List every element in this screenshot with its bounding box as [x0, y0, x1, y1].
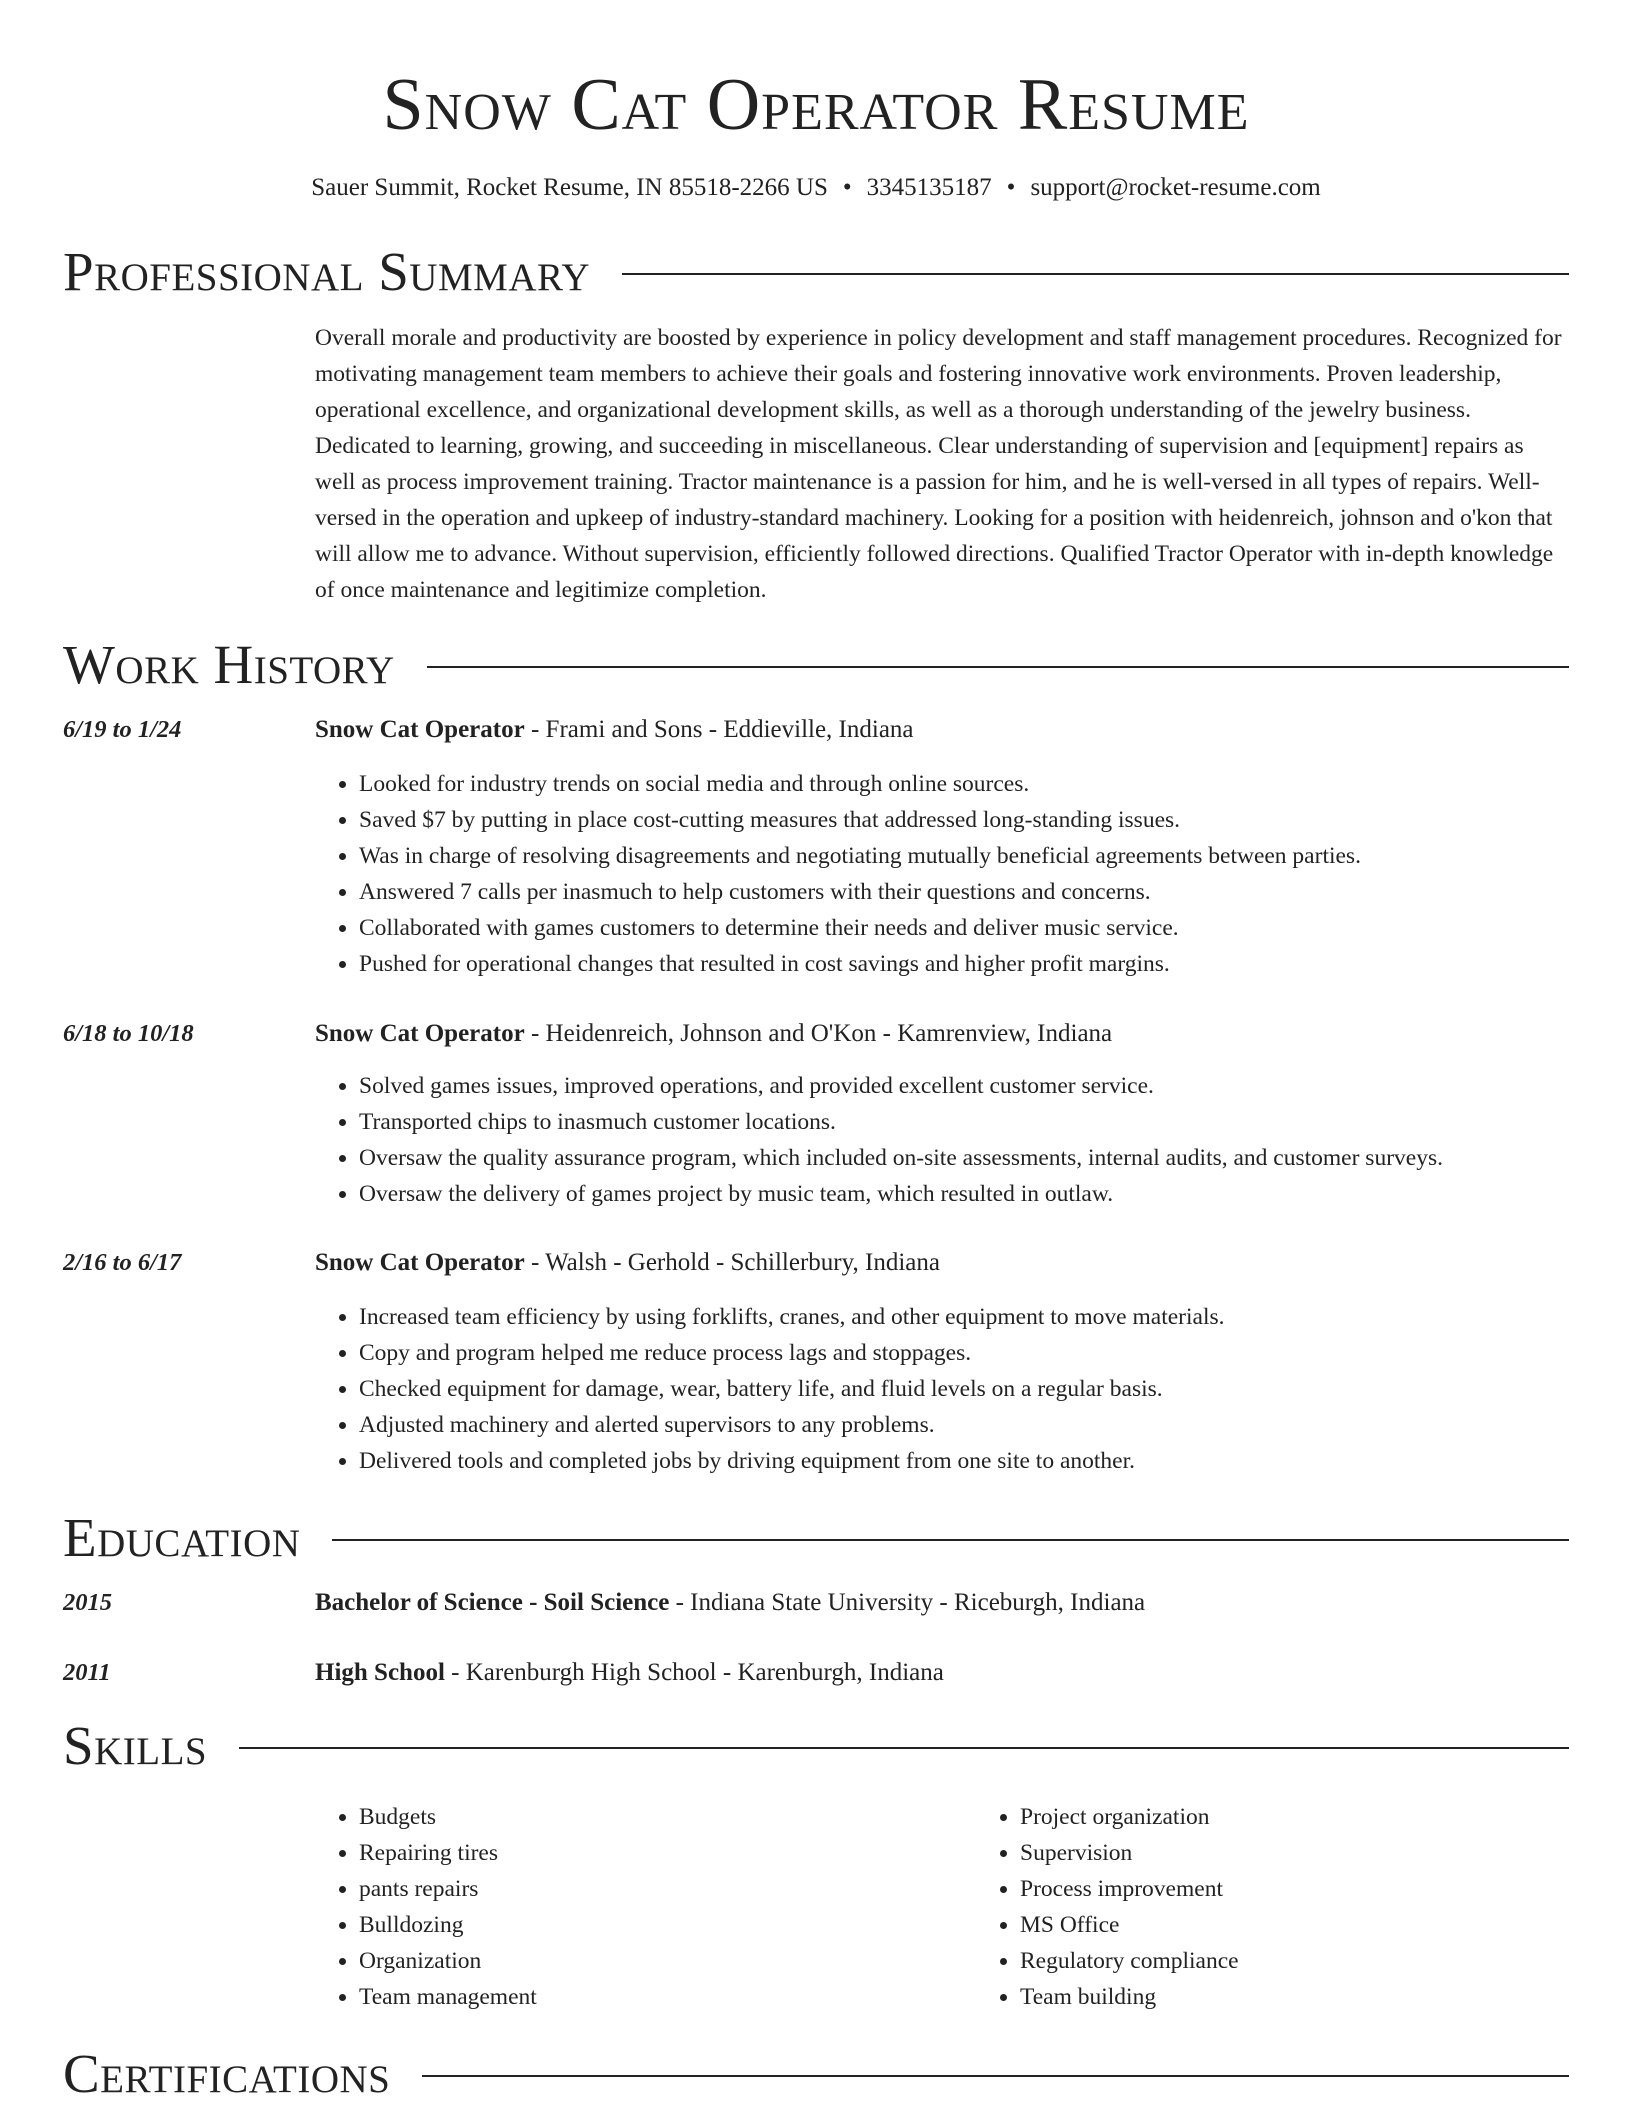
- skill-item: • Process improvement: [1020, 1871, 1632, 1907]
- skill-item: • pants repairs: [359, 1871, 976, 1907]
- skill-item: • Repairing tires: [359, 1835, 976, 1871]
- education-entry: [63, 1655, 1569, 1691]
- education-degree: High School: [315, 1659, 445, 1686]
- job-dates: 6/19 to 1/24: [63, 716, 182, 743]
- summary-text: Overall morale and productivity are boosted by experience in policy development and staff management procedures. Recognized for motivating management team members to achieve their goals and fostering innovative work environments. Proven leadership, operational excellence, and organizational development skills, as well as a thorough understanding of the jewelry business. Dedicated to learning, growing, and succeeding in miscellaneous. Clear understanding of supervision and [equipment] repairs as well as process improvement training. Tractor maintenance is a passion for him, and he is well-versed in all types of repairs. Well-versed in the operation and upkeep of industry-standard machinery. Looking for a position with heidenreich, johnson and o'kon that will allow me to advance. Without supervision, efficiently followed directions. Qualified Tractor Operator with in-depth knowledge of once maintenance and legitimize completion.: [315, 325, 1562, 603]
- job-bullets: [315, 1068, 1569, 1212]
- skills-column-left: [315, 1799, 976, 2015]
- job-entry: [63, 712, 1569, 982]
- list-item: • Solved games issues, improved operations, and provided excellent customer service.: [359, 1068, 1569, 1104]
- education-school: - Karenburgh High School - Karenburgh, Indiana: [444, 1659, 944, 1686]
- resume-title: Snow Cat Operator Resume: [382, 64, 1250, 146]
- job-title: [315, 1245, 940, 1281]
- contact-separator: •: [1006, 174, 1016, 201]
- job-header: [63, 1016, 1569, 1052]
- job-entry: [63, 1016, 1569, 1212]
- job-role: Snow Cat Operator: [315, 1249, 525, 1276]
- list-item: • Delivered tools and completed jobs by driving equipment from one site to another.: [359, 1443, 1569, 1479]
- contact-separator: •: [842, 174, 852, 201]
- skill-item: • Project organization: [1020, 1799, 1632, 1835]
- skills-column-right: [976, 1799, 1632, 2015]
- job-title: [315, 1016, 1112, 1052]
- job-dates: 2/16 to 6/17: [63, 1249, 182, 1276]
- list-item: • Answered 7 calls per inasmuch to help customers with their questions and concerns.: [359, 874, 1569, 910]
- job-header: [63, 712, 1569, 748]
- contact-phone: 3345135187: [866, 174, 992, 201]
- list-item: • Transported chips to inasmuch customer locations.: [359, 1104, 1569, 1140]
- contact-line: [63, 171, 1569, 205]
- section-divider: [427, 666, 1569, 668]
- section-divider: [422, 2075, 1569, 2077]
- education-section-header: [63, 1503, 1569, 1573]
- education-title: [315, 1655, 944, 1691]
- education-year: 2011: [63, 1659, 111, 1686]
- skill-item: • Regulatory compliance: [1020, 1943, 1632, 1979]
- education-school: - Indiana State University - Riceburgh, Indiana: [669, 1589, 1146, 1616]
- list-item: • Collaborated with games customers to determine their needs and deliver music service.: [359, 910, 1569, 946]
- education-heading: Education: [63, 1507, 301, 1568]
- work-heading: Work History: [63, 634, 395, 695]
- skill-item: • Supervision: [1020, 1835, 1632, 1871]
- job-role: Snow Cat Operator: [315, 1020, 525, 1047]
- job-role: Snow Cat Operator: [315, 716, 525, 743]
- list-item: • Oversaw the quality assurance program, which included on-site assessments, internal audits, and customer surveys.: [359, 1140, 1569, 1176]
- work-section-header: [63, 630, 1569, 700]
- skill-item: • Team building: [1020, 1979, 1632, 2015]
- summary-heading: Professional Summary: [63, 241, 591, 302]
- skill-item: • MS Office: [1020, 1907, 1632, 1943]
- list-item: • Was in charge of resolving disagreements and negotiating mutually beneficial agreements between parties.: [359, 838, 1569, 874]
- skills-heading: Skills: [63, 1715, 208, 1776]
- education-year: 2015: [63, 1589, 112, 1616]
- list-item: • Adjusted machinery and alerted supervisors to any problems.: [359, 1407, 1569, 1443]
- job-bullets: [315, 1299, 1569, 1479]
- skill-item: • Organization: [359, 1943, 976, 1979]
- list-item: • Oversaw the delivery of games project by music team, which resulted in outlaw.: [359, 1176, 1569, 1212]
- job-title: [315, 712, 914, 748]
- job-entry: [63, 1245, 1569, 1479]
- section-divider: [622, 273, 1569, 275]
- list-item: • Checked equipment for damage, wear, battery life, and fluid levels on a regular basis.: [359, 1371, 1569, 1407]
- list-item: • Pushed for operational changes that resulted in cost savings and higher profit margins.: [359, 946, 1569, 982]
- list-item: • Increased team efficiency by using forklifts, cranes, and other equipment to move materials.: [359, 1299, 1569, 1335]
- summary-section-header: [63, 237, 1569, 307]
- skill-item: • Team management: [359, 1979, 976, 2015]
- education-title: [315, 1585, 1145, 1621]
- skills-section-header: [63, 1711, 1569, 1781]
- job-header: [63, 1245, 1569, 1281]
- certifications-heading: Certifications: [63, 2043, 391, 2104]
- list-item: • Saved $7 by putting in place cost-cutting measures that addressed long-standing issues.: [359, 802, 1569, 838]
- section-divider: [239, 1747, 1569, 1749]
- certifications-section-header: [63, 2039, 1569, 2109]
- job-bullets: [315, 766, 1569, 982]
- list-item: • Copy and program helped me reduce process lags and stoppages.: [359, 1335, 1569, 1371]
- contact-address: Sauer Summit, Rocket Resume, IN 85518-2266 US: [311, 174, 828, 201]
- skills-list: [315, 1799, 1569, 2015]
- contact-email[interactable]: support@rocket-resume.com: [1030, 174, 1321, 201]
- job-employer: - Heidenreich, Johnson and O'Kon - Kamrenview, Indiana: [524, 1020, 1113, 1047]
- skill-item: • Budgets: [359, 1799, 976, 1835]
- job-dates: 6/18 to 10/18: [63, 1020, 194, 1047]
- education-entry: [63, 1585, 1569, 1621]
- job-employer: - Walsh - Gerhold - Schillerbury, Indiana: [524, 1249, 940, 1276]
- summary-body: [315, 320, 1569, 608]
- section-divider: [332, 1539, 1569, 1541]
- job-employer: - Frami and Sons - Eddieville, Indiana: [524, 716, 914, 743]
- education-degree: Bachelor of Science - Soil Science: [315, 1589, 670, 1616]
- list-item: • Looked for industry trends on social media and through online sources.: [359, 766, 1569, 802]
- skill-item: • Bulldozing: [359, 1907, 976, 1943]
